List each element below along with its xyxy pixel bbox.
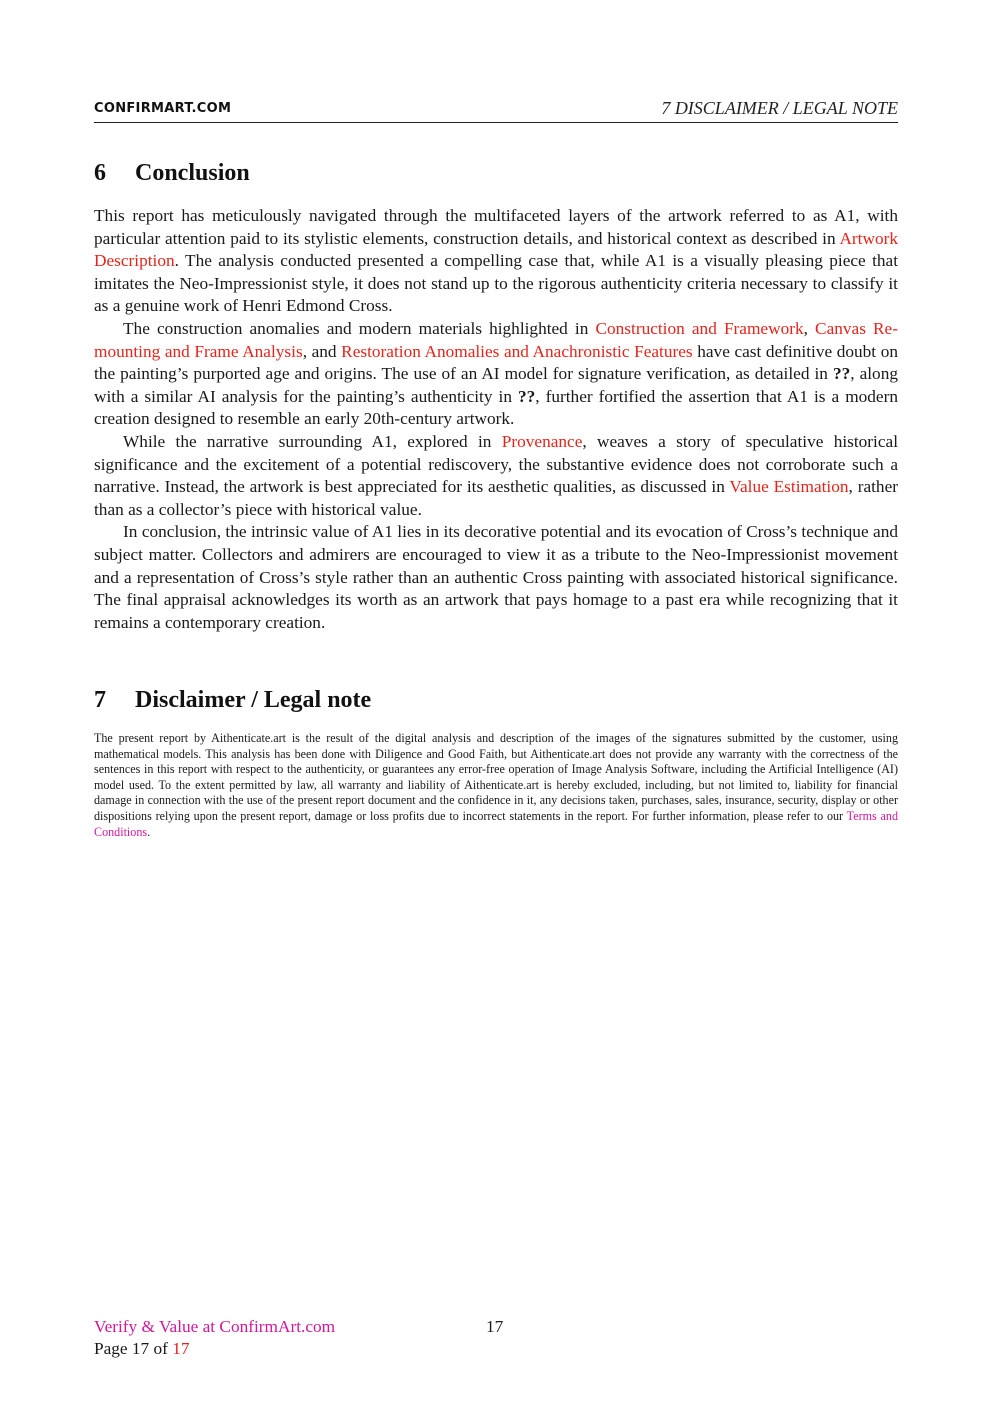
conclusion-paragraph-1 [94,205,898,318]
text-run: The construction anomalies and modern materials highlighted in [123,318,596,338]
missing-reference: ?? [517,386,536,406]
link-artwork-description[interactable]: Artwork Description [94,228,898,271]
link-provenance[interactable]: Provenance [501,431,583,451]
page-total-link[interactable]: 17 [172,1339,190,1358]
page-count [94,1338,898,1360]
section-6-title: Conclusion [135,160,250,186]
conclusion-body [94,205,898,634]
verify-link[interactable]: Verify & Value at ConfirmArt.com [94,1317,336,1336]
missing-reference: ?? [832,364,851,384]
link-restoration-anomalies[interactable]: Restoration Anomalies and Anachronistic Features [341,341,693,361]
conclusion-paragraph-3 [94,431,898,521]
page-header [94,98,898,123]
text-run: have cast definitive doubt on the painting’s purported age and origins. The use of an AI model for signature verification, as detailed in [94,341,898,384]
text-run: , along with a similar AI analysis for the painting’s authenticity in [94,364,898,406]
conclusion-paragraph-2 [94,318,898,431]
text-run: The present report by Aithenticate.art is the result of the digital analysis and description of the images of the signatures submitted by the customer, using mathematical models. This analysis has been done with Diligence and Good Faith, but Aithenticate.art does not provide any warranty with the correctness of the sentences in this report with respect to the authenticity, or guarantees any error-free operation of Image Analysis Software, including the Artificial Intelligence (AI) model used. To the extent permitted by law, all warranty and liability of Aithenticate.art is hereby excluded, including, but not limited to, liability for financial damage in connection with the use of the present report document and the confidence in it, any decisions taken, purchases, sales, insurance, security, display or other dispositions relying upon the present report, damage or loss profits due to incorrect statements in the report. For further information, please refer to our [94,731,898,823]
confirmart-logo: CONFIRMART.COM [94,101,232,116]
link-canvas-remounting[interactable]: Canvas Re-mounting and Frame Analysis [94,318,898,361]
text-run: This report has meticulously navigated through the multifaceted layers of the artwork referred to as A1, with particular attention paid to its stylistic elements, construction details, and historical context as described in [94,206,898,248]
text-run: , and [302,341,342,361]
page-count-label: Page 17 of [94,1339,173,1358]
section-6-heading [94,160,250,187]
text-run: While the narrative surrounding A1, explored in [123,431,502,451]
text-run: , weaves a story of speculative historical significance and the excitement of a potential rediscovery, the substantive evidence does not corroborate such a narrative. Instead, the artwork is best appreciated for its aesthetic qualities, as discussed in [94,431,898,497]
section-7-heading [94,687,371,714]
legal-disclaimer [94,731,898,840]
page-footer [94,1316,898,1360]
section-7-number: 7 [94,687,106,713]
text-run: , rather than as a collector’s piece with historical value. [94,477,898,519]
section-7-title: Disclaimer / Legal note [135,687,372,713]
link-value-estimation[interactable]: Value Estimation [729,477,849,497]
text-run: . The analysis conducted presented a compelling case that, while A1 is a visually pleasing piece that imitates the Neo-Impressionist style, it does not stand up to the rigorous authenticity criteria necessary to classify it as a genuine work of Henri Edmond Cross. [94,251,898,316]
text-run: , [803,318,816,338]
running-title: 7 DISCLAIMER / LEGAL NOTE [661,98,898,118]
page-number: 17 [486,1317,504,1336]
conclusion-paragraph-4: In conclusion, the intrinsic value of A1 lies in its decorative potential and its evocation of Cross’s technique and subject matter. Collectors and admirers are encouraged to view it as a tribute to the Neo-Impressionist movement and a representation of Cross’s style rather than an authentic Cross painting with associated historical significance. The final appraisal acknowledges its worth as an artwork that pays homage to a past era while recognizing that it remains a contemporary creation. [94,522,898,632]
link-terms-and-conditions[interactable]: Terms and Conditions [94,808,899,839]
text-run: . [147,824,151,839]
link-construction-framework[interactable]: Construction and Framework [595,318,804,338]
text-run: , further fortified the assertion that A1 is a modern creation designed to resemble an early 20th-century artwork. [94,386,898,429]
section-6-number: 6 [94,160,106,186]
